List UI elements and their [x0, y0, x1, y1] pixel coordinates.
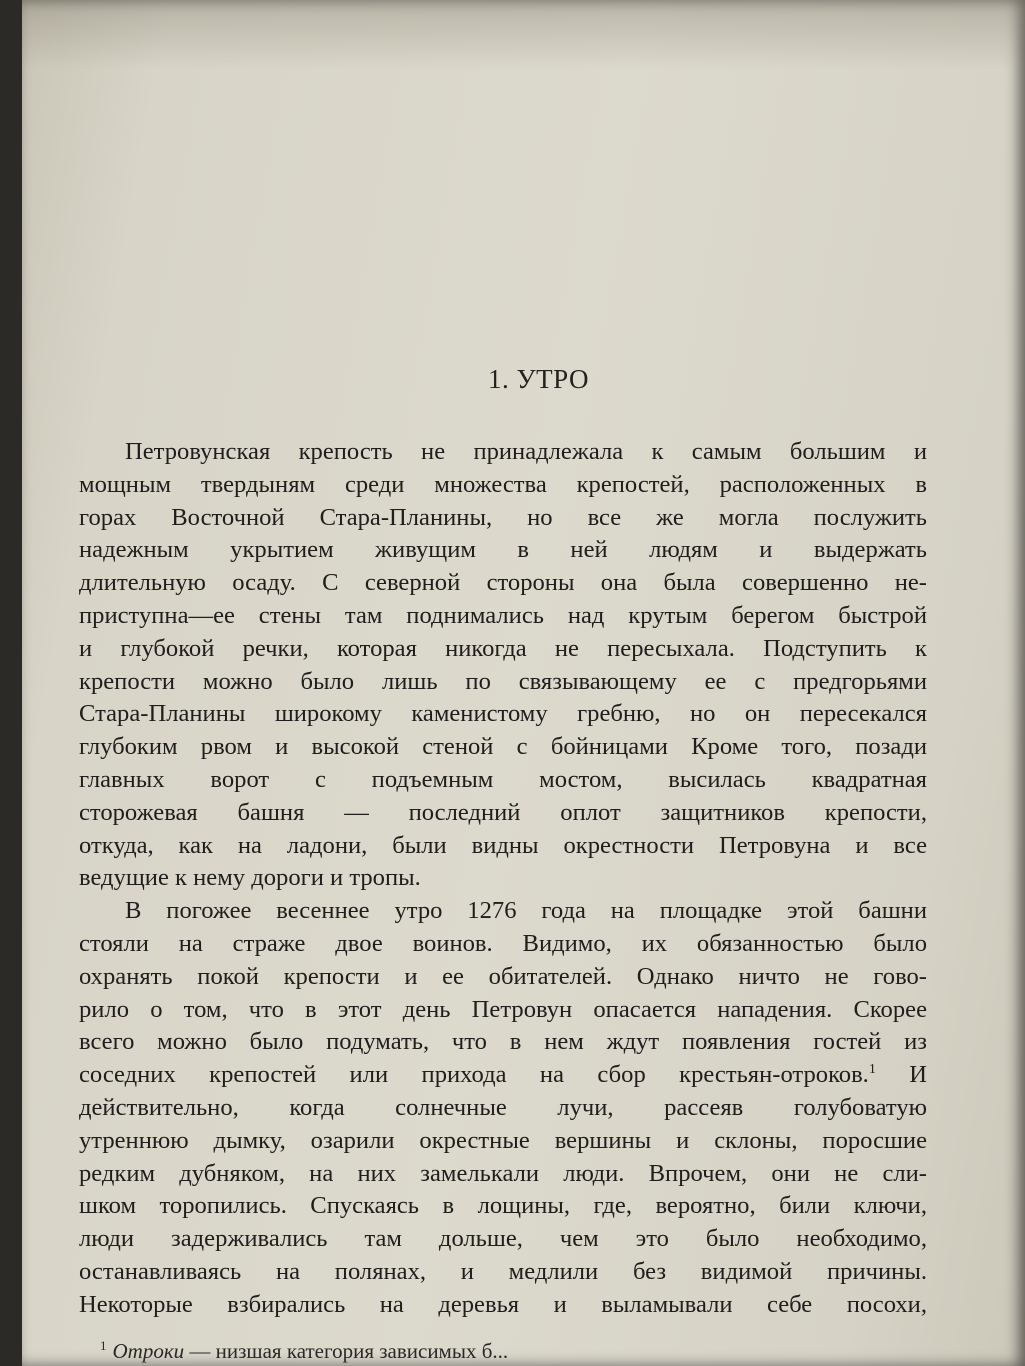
text-line: люди задерживались там дольше, чем это было необходимо,: [79, 1225, 927, 1253]
text-line: Стара-Планины широкому каменистому гребню, но он пересекался: [79, 700, 927, 728]
text-line: стояли на страже двое воинов. Видимо, их обязанностью было: [79, 929, 927, 957]
text-line: [79, 1059, 927, 1092]
text-line: Петровунская крепость не принадлежала к самым большим и: [125, 438, 927, 465]
text-line: охранять покой крепости и ее обитателей. Однако ничто не гово-: [79, 962, 927, 990]
text-line: останавливаясь на полянах, и медлили без видимой причины.: [79, 1257, 927, 1285]
text-line: мощным твердыням среди множества крепостей, расположенных в: [79, 470, 927, 498]
chapter-title: 1. УТРО: [488, 364, 589, 394]
text-line: горах Восточной Стара-Планины, но все же могла послужить: [79, 503, 927, 531]
text-line: приступна—ее стены там поднимались над крутым берегом быстрой: [79, 601, 927, 629]
text-line: откуда, как на ладони, были видны окрестности Петровуна и все: [79, 831, 927, 859]
text-line: и глубокой речки, которая никогда не пересыхала. Подступить к: [79, 634, 927, 662]
footnote-term: Отроки: [112, 1339, 185, 1363]
book-page: [22, 0, 1025, 1366]
text-line: надежным укрытием живущим в ней людям и выдержать: [79, 536, 927, 564]
text-line-content: соседних крепостей или прихода на сбор крестьян-отроков.: [79, 1061, 869, 1089]
text-line: шком торопились. Спускаясь в лощины, где, вероятно, били ключи,: [79, 1192, 927, 1220]
text-line: В погожее весеннее утро 1276 года на площадке этой башни: [125, 897, 927, 925]
text-line: рило о том, что в этот день Петровун опасается нападения. Скорее: [79, 995, 927, 1023]
text-line: действительно, когда солнечные лучи, рассеяв голубоватую: [79, 1093, 927, 1121]
footnote: [100, 1338, 508, 1364]
text-line-tail: И: [909, 1061, 927, 1089]
text-line: глубоким рвом и высокой стеной с бойницами Кроме того, позади: [79, 733, 927, 761]
text-line: утреннюю дымку, озарили окрестные вершины и склоны, поросшие: [79, 1126, 927, 1154]
text-line: длительную осаду. С северной стороны она была совершенно не-: [79, 569, 927, 597]
footnote-mark: 1: [100, 1338, 107, 1353]
text-line: Некоторые взбирались на деревья и выламывали себе посохи,: [79, 1290, 927, 1318]
text-line: главных ворот с подъемным мостом, высилась квадратная: [79, 765, 927, 793]
footnote-text: — низшая категория зависимых б...: [189, 1339, 509, 1363]
text-line: крепости можно было лишь по связывающему ее с предгорьями: [79, 667, 927, 695]
body-text: [79, 436, 927, 1322]
text-line: всего можно было подумать, что в нем ждут появления гостей из: [79, 1028, 927, 1056]
footnote-ref: 1: [868, 1061, 876, 1077]
text-line: сторожевая башня — последний оплот защитников крепости,: [79, 798, 927, 826]
text-line: ведущие к нему дороги и тропы.: [79, 864, 421, 892]
text-line: редким дубняком, на них замелькали люди. Впрочем, они не сли-: [79, 1159, 927, 1187]
